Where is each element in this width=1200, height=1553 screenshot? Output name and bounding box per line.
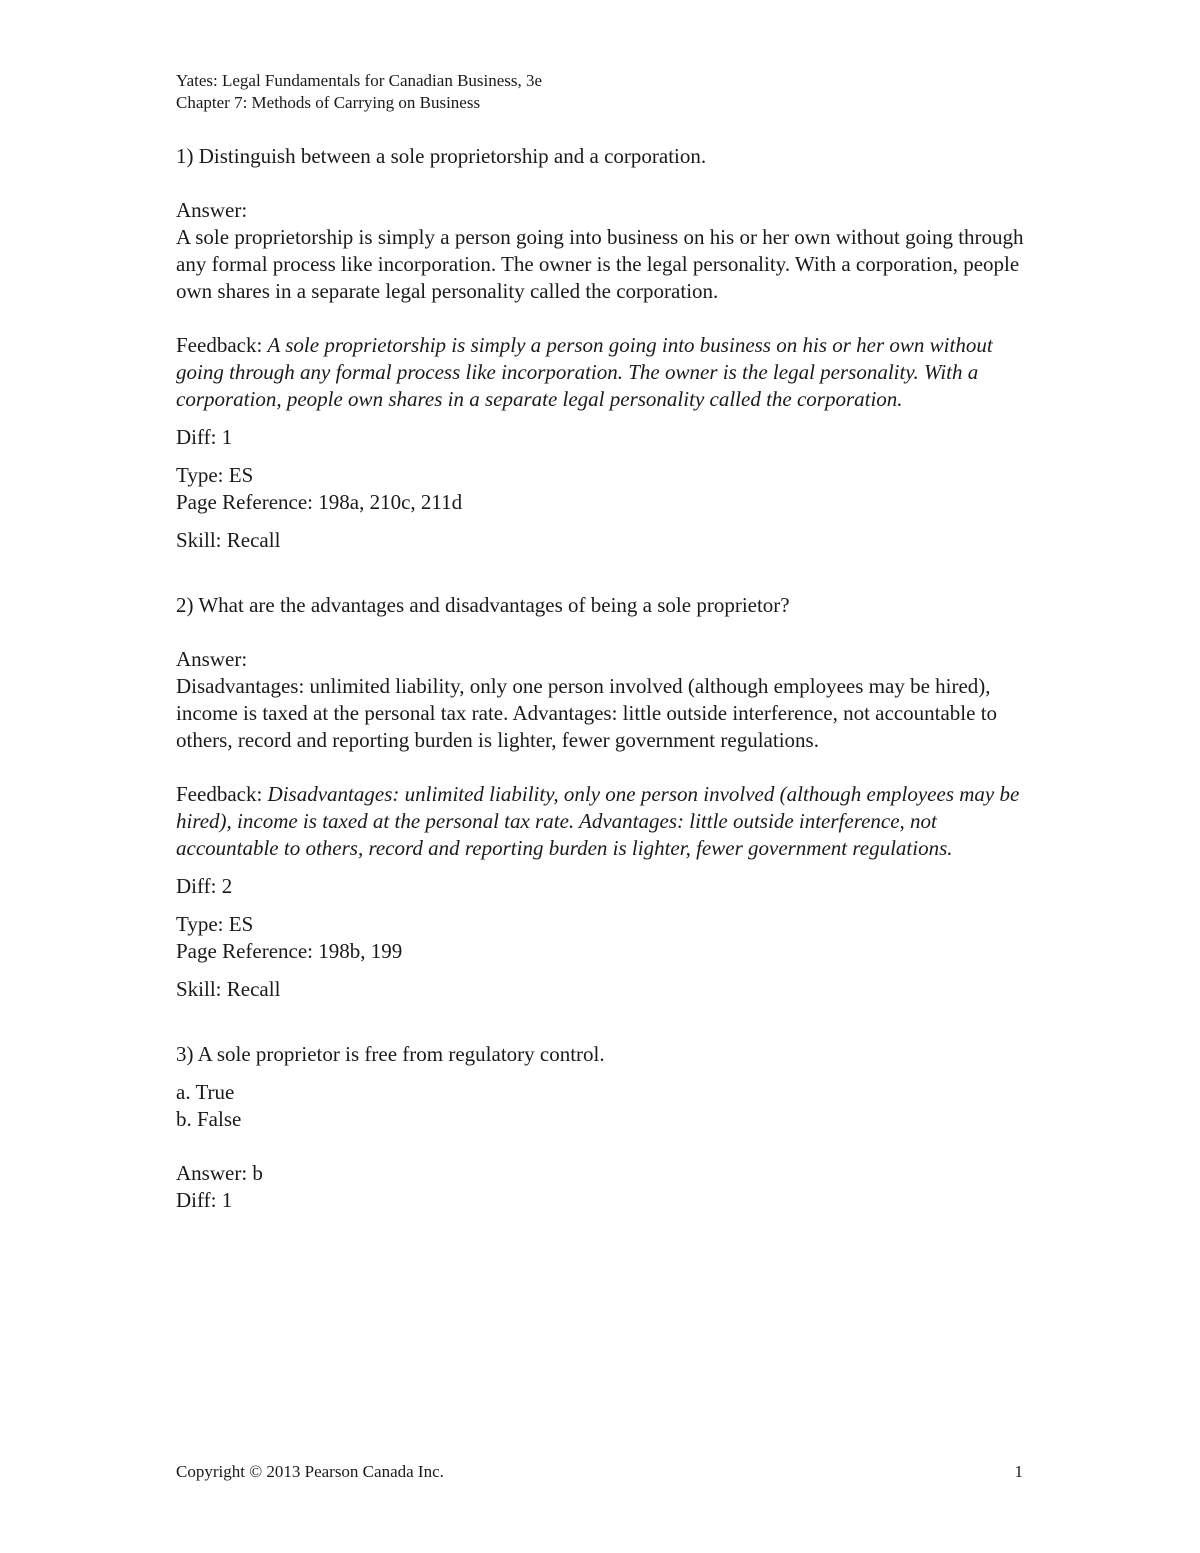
question-2 [176,592,1036,1003]
feedback-label: Feedback: [176,333,263,357]
feedback [176,332,1036,413]
book-title: Yates: Legal Fundamentals for Canadian Business, 3e [176,71,543,90]
feedback-text: Disadvantages: unlimited liability, only one person involved (although employees may be hired), income is taxed at the personal tax rate. Advantages: little outside interference, not accountable to others, record and reporting burden is lighter, fewer government regulations. [176,782,1020,860]
copyright-notice: Copyright © 2013 Pearson Canada Inc. [176,1462,444,1481]
page-number: 1 [1014,1462,1023,1481]
question-1 [176,143,1036,554]
question-prompt: 3) A sole proprietor is free from regulatory control. [176,1042,605,1066]
answer-text: Disadvantages: unlimited liability, only one person involved (although employees may be hired), income is taxed at the personal tax rate. Advantages: little outside interference, not accountable to others, record and reporting burden is lighter, fewer government regulations. [176,674,998,752]
option-b: b. False [176,1107,242,1131]
feedback-label: Feedback: [176,782,263,806]
page-reference: Page Reference: 198b, 199 [176,939,403,963]
question-prompt: 2) What are the advantages and disadvantages of being a sole proprietor? [176,593,790,617]
document-page [176,70,1036,1214]
feedback [176,781,1036,862]
feedback-text: A sole proprietorship is simply a person going into business on his or her own without going through any formal process like incorporation. The owner is the legal personality. With a corporation, people own shares in a separate legal personality called the corporation. [176,333,993,411]
question-3 [176,1041,1036,1214]
skill: Skill: Recall [176,528,281,552]
chapter-title: Chapter 7: Methods of Carrying on Business [176,93,481,112]
difficulty: Diff: 2 [176,874,233,898]
answer-text: A sole proprietorship is simply a person going into business on his or her own without going through any formal process like incorporation. The owner is the legal personality. With a corporation, people own shares in a separate legal personality called the corporation. [176,225,1024,303]
option-a: a. True [176,1080,235,1104]
page-reference: Page Reference: 198a, 210c, 211d [176,490,463,514]
question-prompt: 1) Distinguish between a sole proprietorship and a corporation. [176,144,707,168]
difficulty: Diff: 1 [176,1188,233,1212]
answer-label: Answer: [176,198,248,222]
question-type: Type: ES [176,463,254,487]
question-type: Type: ES [176,912,254,936]
document-header [176,70,1036,114]
answer-label: Answer: [176,647,248,671]
skill: Skill: Recall [176,977,281,1001]
difficulty: Diff: 1 [176,425,233,449]
answer: Answer: b [176,1161,263,1185]
